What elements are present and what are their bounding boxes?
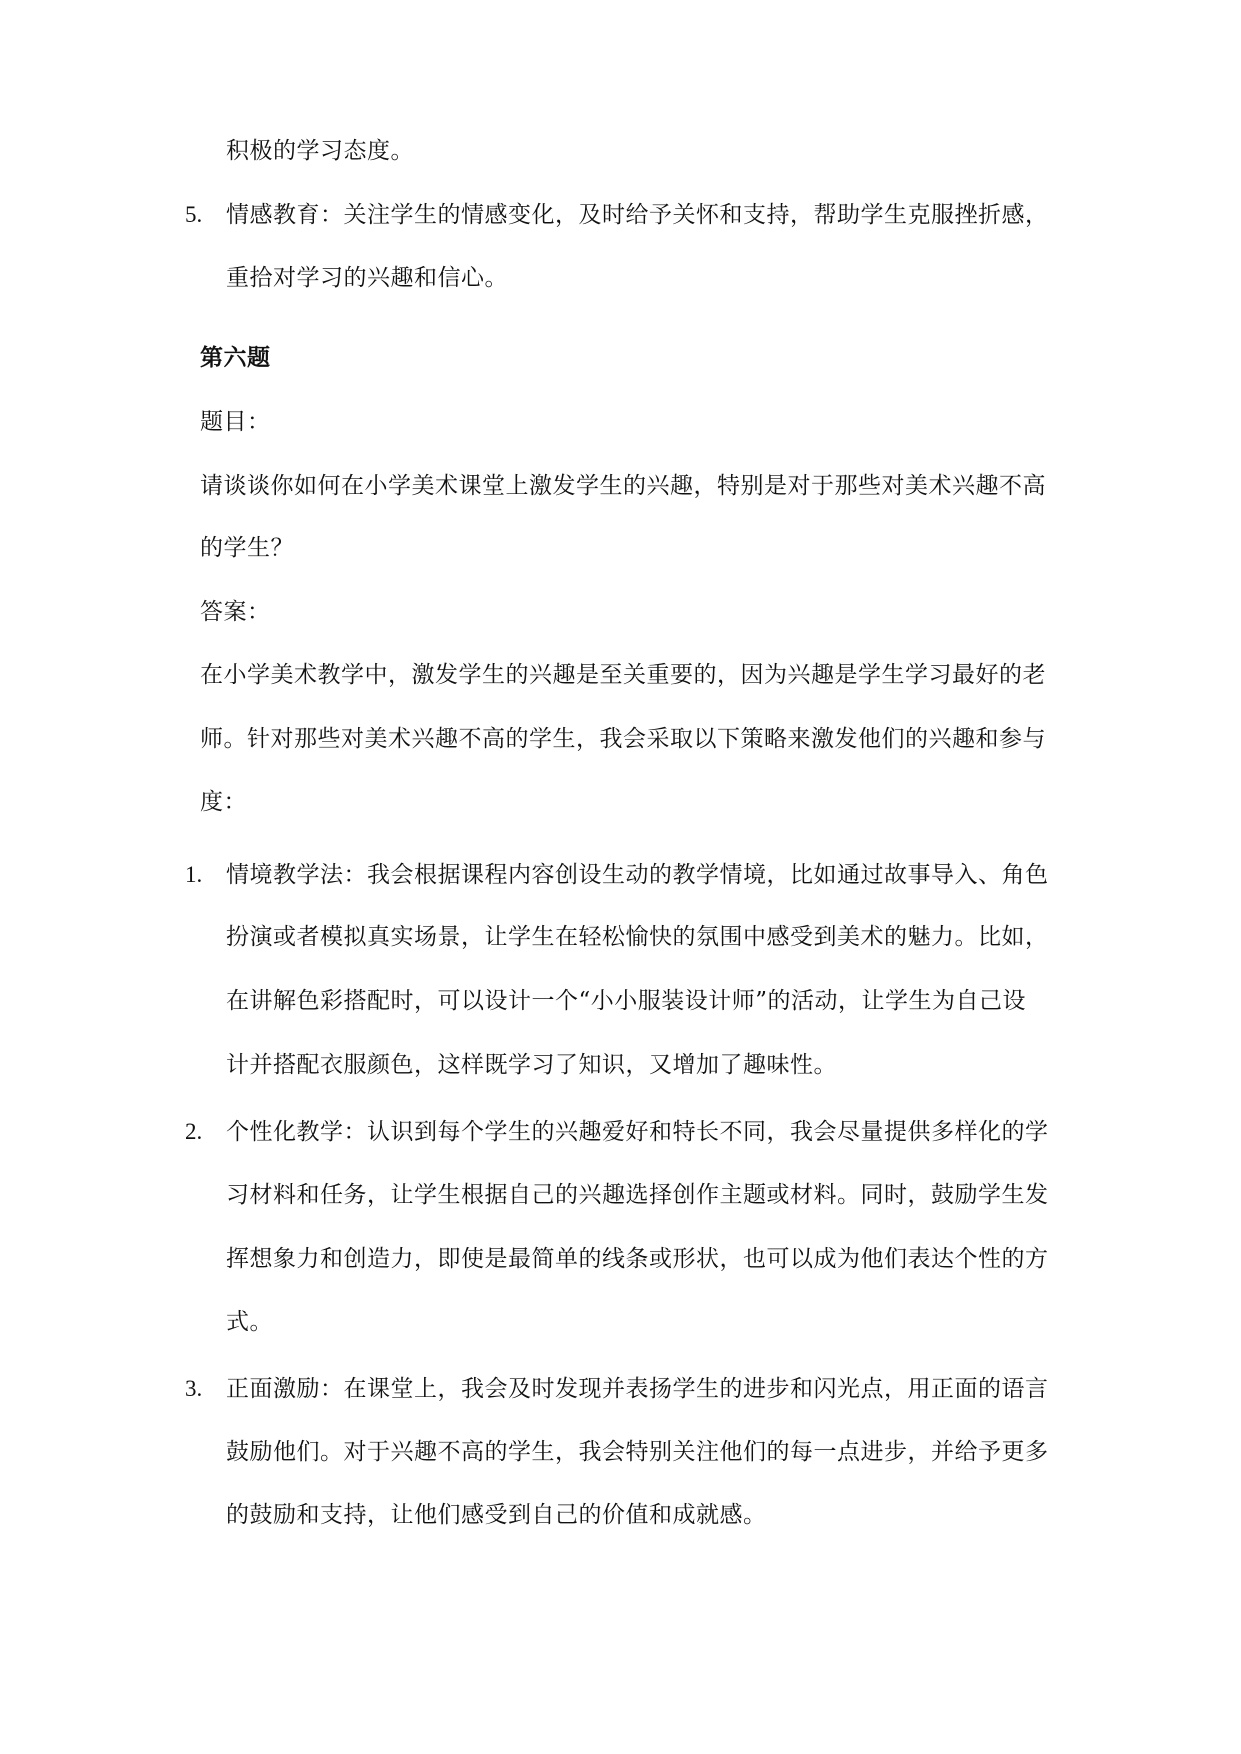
- item5-number: 5.: [185, 202, 203, 227]
- question-line-2: 的学生？: [200, 535, 294, 561]
- list-item-2-line-1: 个性化教学：认识到每个学生的兴趣爱好和特长不同，我会尽量提供多样化的学: [226, 1119, 1049, 1145]
- question-line-1: 请谈谈你如何在小学美术课堂上激发学生的兴趣，特别是对于那些对美术兴趣不高: [200, 473, 1046, 499]
- item4-continuation: 积极的学习态度。: [226, 138, 414, 164]
- item5-line-1: 情感教育：关注学生的情感变化，及时给予关怀和支持，帮助学生克服挫折感，: [226, 202, 1049, 228]
- list-item-1-line-4: 计并搭配衣服颜色，这样既学习了知识，又增加了趣味性。: [226, 1052, 837, 1078]
- section-heading: 第六题: [200, 344, 271, 371]
- list-item-1-number: 1.: [185, 862, 203, 887]
- answer-label: 答案：: [200, 599, 271, 625]
- list-item-3-number: 3.: [185, 1376, 203, 1401]
- list-item-2-line-2: 习材料和任务，让学生根据自己的兴趣选择创作主题或材料。同时，鼓励学生发: [226, 1182, 1049, 1208]
- list-item-2-line-4: 式。: [226, 1309, 273, 1335]
- list-item-1-line-3: 在讲解色彩搭配时，可以设计一个“小小服装设计师”的活动，让学生为自己设: [226, 988, 1027, 1014]
- question-label: 题目：: [200, 409, 271, 435]
- list-item-1-line-2: 扮演或者模拟真实场景，让学生在轻松愉快的氛围中感受到美术的魅力。比如，: [226, 924, 1049, 950]
- item5-line-2: 重拾对学习的兴趣和信心。: [226, 265, 508, 291]
- answer-line-1: 在小学美术教学中，激发学生的兴趣是至关重要的，因为兴趣是学生学习最好的老: [200, 662, 1046, 688]
- list-item-2-number: 2.: [185, 1119, 203, 1144]
- list-item-1-line-1: 情境教学法：我会根据课程内容创设生动的教学情境，比如通过故事导入、角色: [226, 862, 1049, 888]
- list-item-3-line-1: 正面激励：在课堂上，我会及时发现并表扬学生的进步和闪光点，用正面的语言: [226, 1376, 1049, 1402]
- list-item-3-line-2: 鼓励他们。对于兴趣不高的学生，我会特别关注他们的每一点进步，并给予更多: [226, 1439, 1049, 1465]
- answer-line-2: 师。针对那些对美术兴趣不高的学生，我会采取以下策略来激发他们的兴趣和参与: [200, 726, 1046, 752]
- answer-line-3: 度：: [200, 789, 247, 815]
- list-item-3-line-3: 的鼓励和支持，让他们感受到自己的价值和成就感。: [226, 1502, 767, 1528]
- list-item-2-line-3: 挥想象力和创造力，即使是最简单的线条或形状，也可以成为他们表达个性的方: [226, 1246, 1049, 1272]
